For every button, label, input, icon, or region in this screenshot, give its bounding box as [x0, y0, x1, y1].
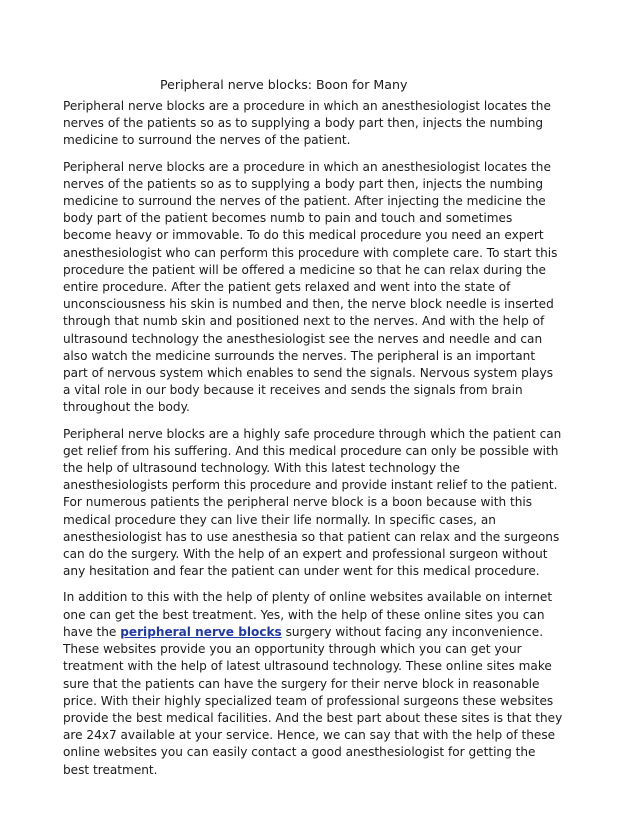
paragraph-4-text-after-link: surgery without facing any inconvenience. These websites provide you an opportunity through which you can get your treatment with the help of latest ultrasound technology. These online sites make sure that the patients can have the surgery for their nerve block in reasonable price. With their highly specialized team of professional surgeons these websites provide the best medical facilities. And the best part about these sites is that they are 24x7 available at your service. Hence, we can say that with the help of these online websites you can easily contact a good anesthesiologist for getting the best treatment. [63, 624, 563, 777]
paragraph-2: Peripheral nerve blocks are a procedure in which an anesthesiologist locates the nerves of the patients so as to supplying a body part then, injects the numbing medicine to surround the nerves of the patient. After injecting the medicine the body part of the patient becomes numb to pain and touch and sometimes become heavy or immovable. To do this medical procedure you need an expert anesthesiologist who can perform this procedure with complete care. To start this procedure the patient will be offered a medicine so that he can relax during the entire procedure. After the patient gets relaxed and went into the state of unconsciousness his skin is numbed and then, the nerve block needle is inserted through that numb skin and positioned next to the nerves. And with the help of ultrasound technology the anesthesiologist see the nerves and needle and can also watch the medicine surrounds the nerves. The peripheral is an important part of nervous system which enables to send the signals. Nervous system plays a vital role in our body because it receives and sends the signals from brain throughout the body. [63, 159, 558, 415]
peripheral-nerve-blocks-link[interactable]: peripheral nerve blocks [120, 624, 282, 639]
paragraph-4-text-before-link: In addition to this with the help of plenty of online websites available on internet one can get the best treatment. Yes, with the help of these online sites you can have the [63, 590, 553, 639]
paragraph-3: Peripheral nerve blocks are a highly safe procedure through which the patient can get relief from his suffering. And this medical procedure can only be possible with the help of ultrasound technology. With this latest technology the anesthesiologists perform this procedure and provide instant relief to the patient. For numerous patients the peripheral nerve block is a boon because with this medical procedure they can live their life normally. In specific cases, an anesthesiologist has to use anesthesia so that patient can relax and the surgeons can do the surgery. With the help of an expert and professional surgeon without any hesitation and fear the patient can under went for this medical procedure. [63, 426, 562, 579]
paragraph-1: Peripheral nerve blocks are a procedure in which an anesthesiologist locates the nerves of the patients so as to supplying a body part then, injects the numbing medicine to surround the nerves of the patient. [63, 99, 551, 148]
document-title: Peripheral nerve blocks: Boon for Many [160, 77, 408, 92]
paragraph-4 [63, 589, 563, 778]
document-body [63, 98, 563, 788]
